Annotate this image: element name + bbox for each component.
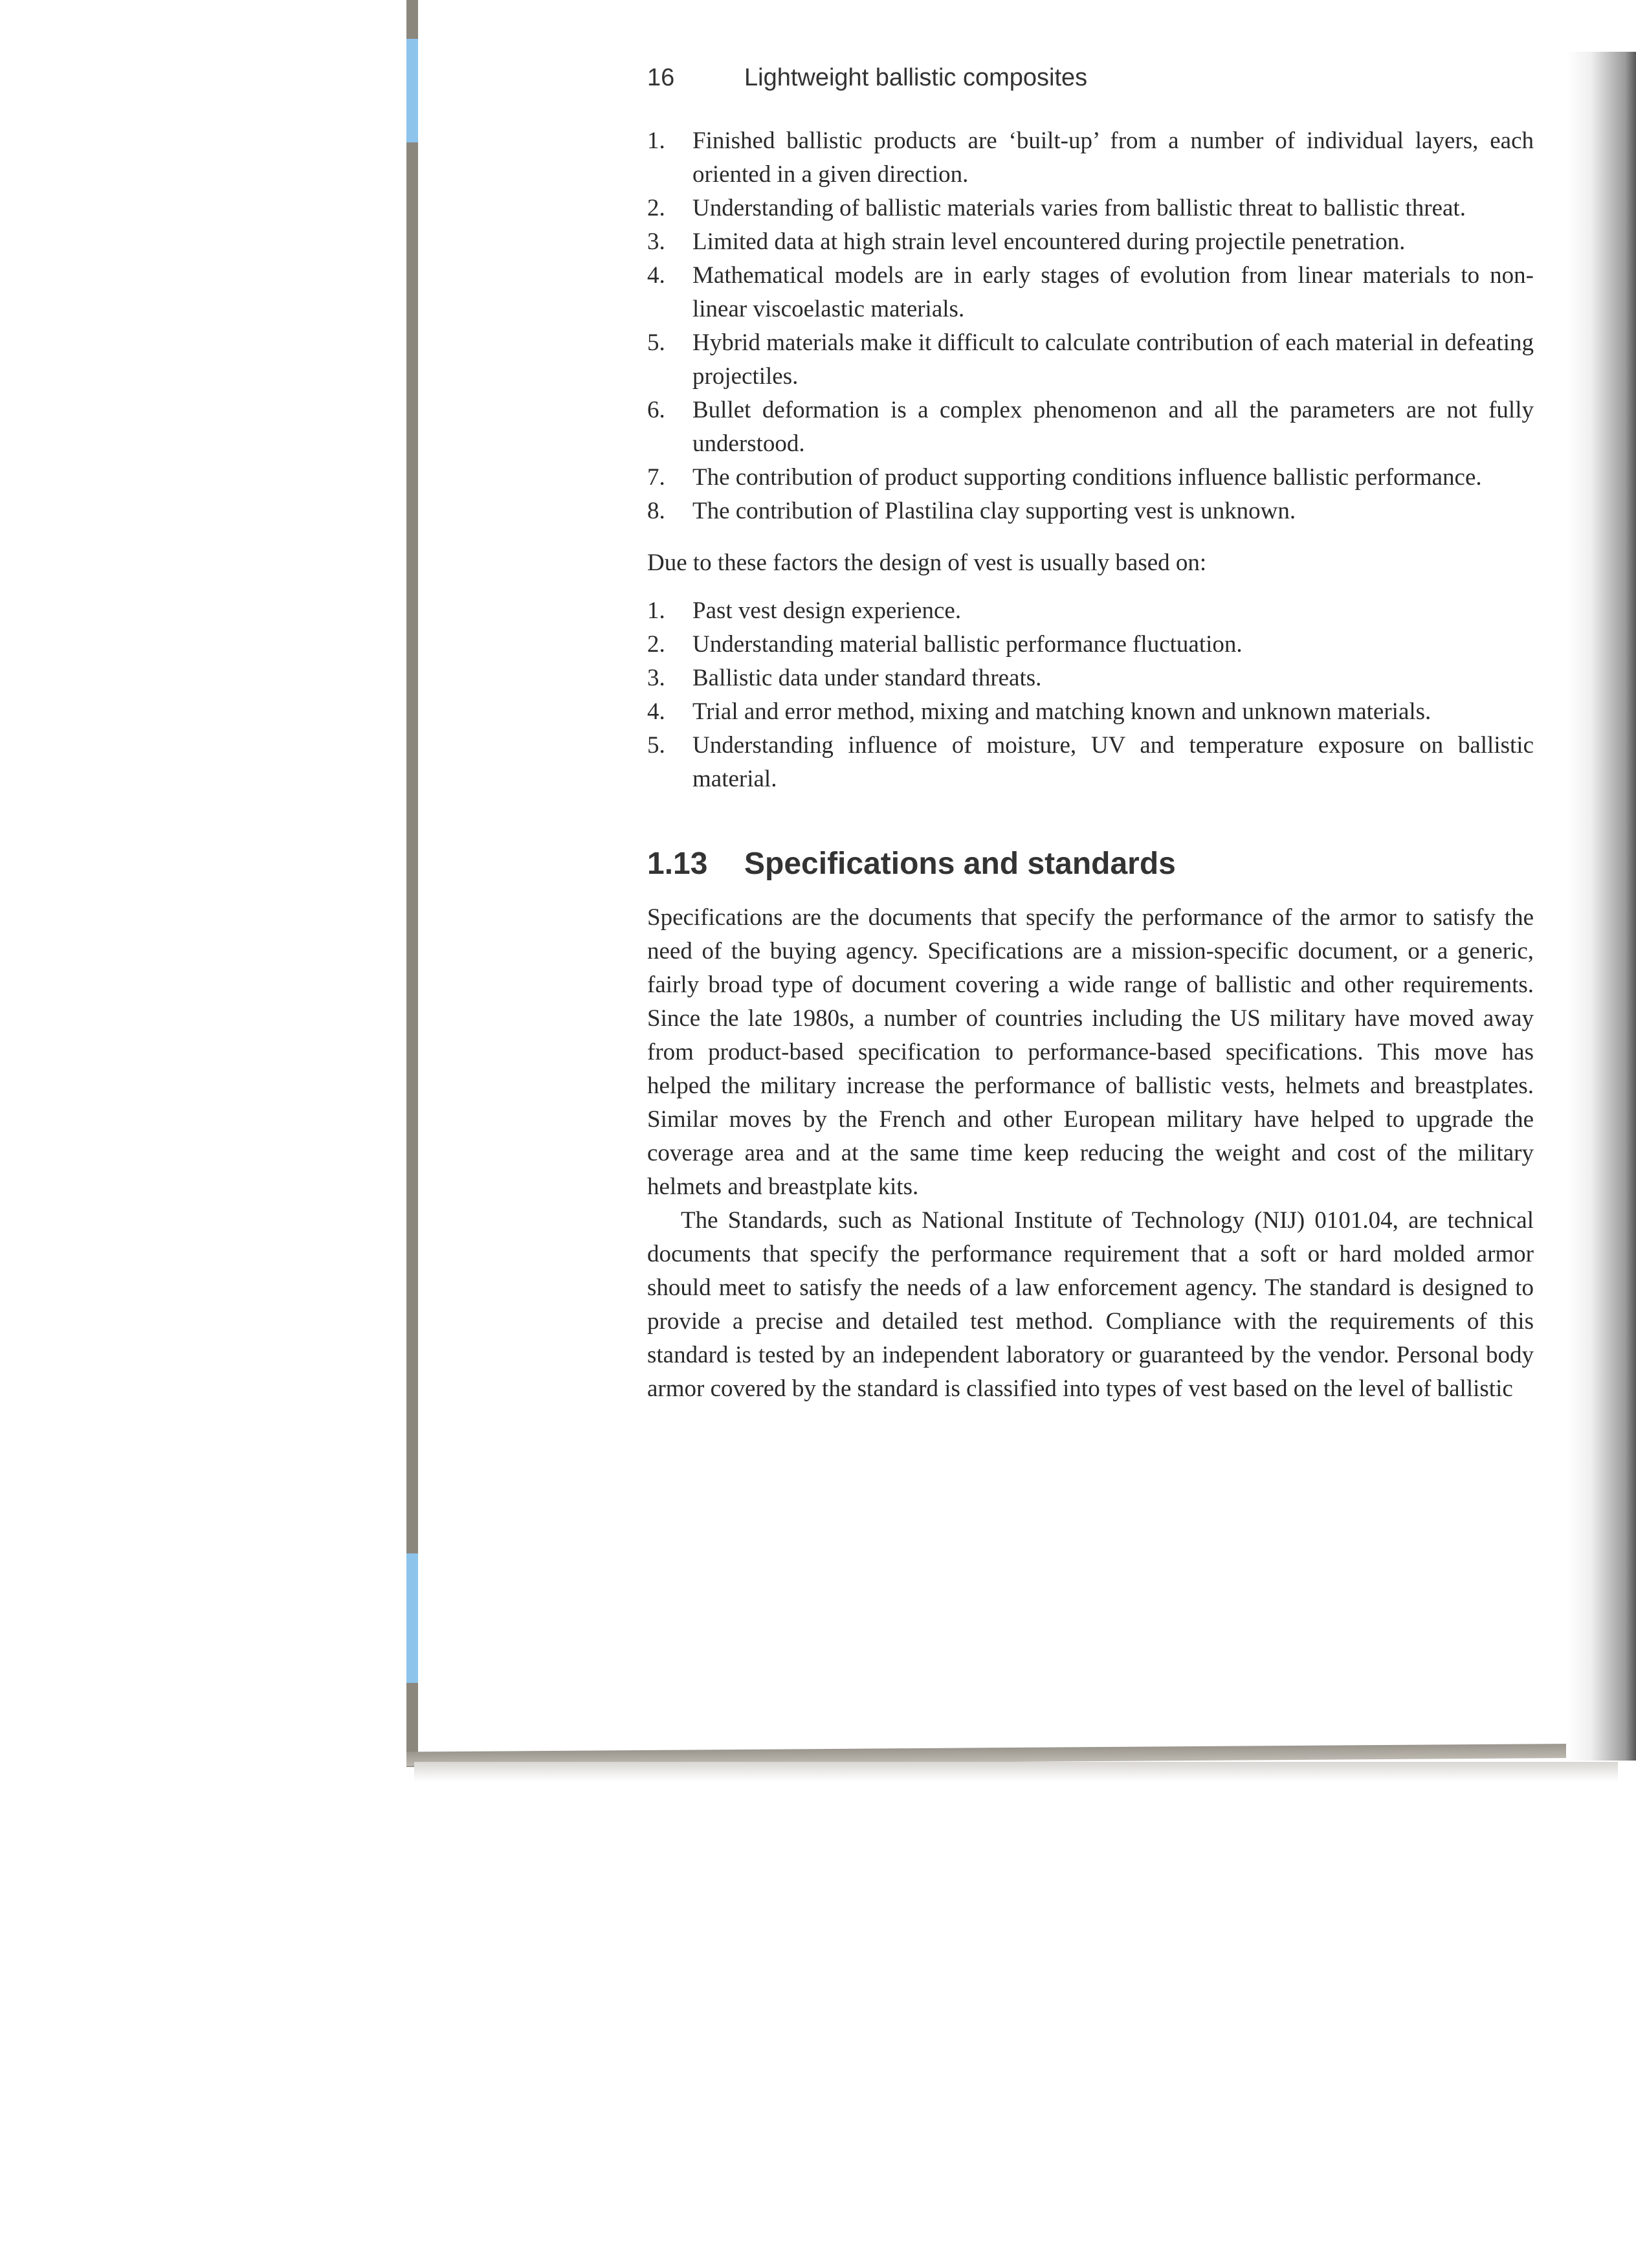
book-bottom-shadow [414, 1762, 1618, 1781]
page-number: 16 [647, 64, 675, 91]
page-gutter-shadow [1566, 52, 1636, 1761]
section-number: 1.13 [647, 847, 708, 881]
list-item-text: Bullet deformation is a complex phenomenon and all the parameters are not fully understood. [692, 397, 1534, 457]
list-item-number: 3. [647, 665, 665, 691]
body-paragraph: Specifications are the documents that specify the performance of the armor to satisfy the need of the buying agency. Specifications are a mission-specific document, or a generic, fairly broad type of document covering a wide range of ballistic and other requirements. Since the late 1980s, a number of countries including the US military have moved away from product-based specification to performance-based specifications. This move has helped the military increase the performance of ballistic vests, helmets and breastplates. Similar moves by the French and other European military have helped to upgrade the coverage area and at the same time keep reducing the weight and cost of the military helmets and breastplate kits. [647, 904, 1534, 1200]
section-heading [647, 841, 1534, 887]
running-head [647, 58, 1534, 97]
list-item [647, 326, 1534, 394]
book-page [647, 58, 1534, 1406]
list-item-number: 5. [647, 329, 665, 356]
list-item-number: 1. [647, 128, 665, 154]
spine-tab-bottom [406, 1553, 418, 1683]
list-item-number: 3. [647, 228, 665, 255]
list-item [647, 628, 1534, 662]
list-item [647, 225, 1534, 259]
book-spine-strip [406, 0, 418, 1767]
list-item-text: Ballistic data under standard threats. [692, 665, 1042, 691]
spine-tab-top [406, 39, 418, 142]
list-item-number: 7. [647, 464, 665, 491]
list-item-text: Finished ballistic products are ‘built-up’ from a number of individual layers, each oriented in a given direction. [692, 128, 1534, 188]
list-item [647, 695, 1534, 729]
list-item-number: 8. [647, 498, 665, 524]
design-basis-sentence: Due to these factors the design of vest is usually based on: [647, 550, 1207, 576]
list-item-text: Trial and error method, mixing and matching known and unknown materials. [692, 698, 1432, 725]
list-item-text: Understanding material ballistic performance fluctuation. [692, 631, 1243, 658]
list-item [647, 662, 1534, 695]
list-item-number: 2. [647, 195, 665, 221]
list-item-number: 4. [647, 698, 665, 725]
list-item-text: Mathematical models are in early stages of evolution from linear materials to non-linear viscoelastic materials. [692, 262, 1534, 322]
list-item-number: 2. [647, 631, 665, 658]
running-title: Lightweight ballistic composites [744, 64, 1088, 91]
list-item [647, 259, 1534, 326]
list-item-text: Past vest design experience. [692, 597, 962, 624]
list-item-number: 1. [647, 597, 665, 624]
design-basis-list [647, 594, 1534, 796]
list-item [647, 124, 1534, 192]
factors-list [647, 124, 1534, 528]
list-item-text: The contribution of Plastilina clay supporting vest is unknown. [692, 498, 1296, 524]
section-title: Specifications and standards [744, 847, 1176, 881]
list-item-number: 6. [647, 397, 665, 423]
list-item-text: Understanding influence of moisture, UV and temperature exposure on ballistic material. [692, 732, 1534, 792]
list-item [647, 394, 1534, 461]
list-item [647, 192, 1534, 225]
list-item-number: 4. [647, 262, 665, 289]
list-item [647, 461, 1534, 495]
list-item [647, 495, 1534, 528]
list-item [647, 729, 1534, 796]
list-item-text: Hybrid materials make it difficult to calculate contribution of each material in defeating projectiles. [692, 329, 1534, 390]
list-item-number: 5. [647, 732, 665, 759]
list-item-text: The contribution of product supporting conditions influence ballistic performance. [692, 464, 1482, 491]
list-item [647, 594, 1534, 628]
list-item-text: Limited data at high strain level encountered during projectile penetration. [692, 228, 1406, 255]
body-paragraph: The Standards, such as National Institute of Technology (NIJ) 0101.04, are technical documents that specify the performance requirement that a soft or hard molded armor should meet to satisfy the needs of a law enforcement agency. The standard is designed to provide a precise and detailed test method. Compliance with the requirements of this standard is tested by an independent laboratory or guaranteed by the vendor. Personal body armor covered by the standard is classified into types of vest based on the level of ballistic [647, 1207, 1534, 1402]
list-item-text: Understanding of ballistic materials varies from ballistic threat to ballistic threat. [692, 195, 1466, 221]
